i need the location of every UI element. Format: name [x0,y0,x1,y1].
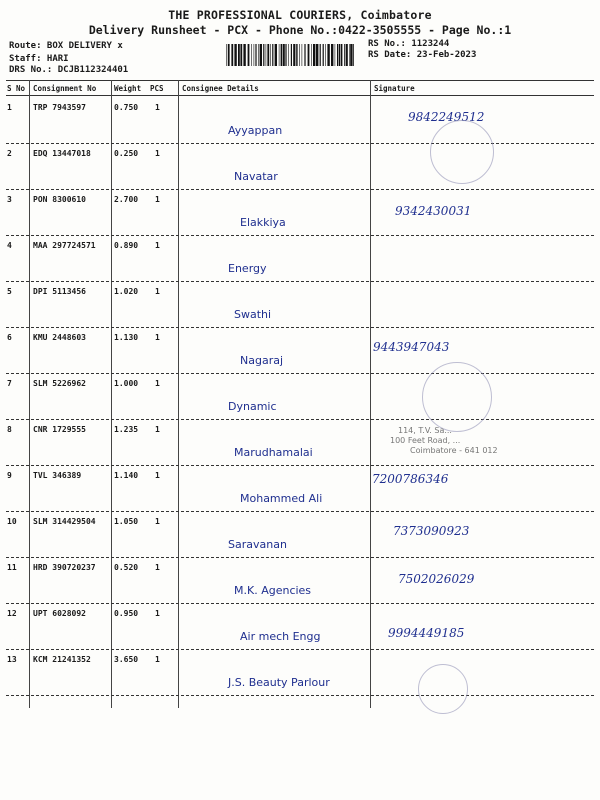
staff-label: Staff: HARI [9,53,69,64]
row-sno: 11 [7,563,17,572]
barcode-bar [243,44,245,66]
barcode-bar [275,44,277,66]
barcode-bar [341,44,343,66]
row-signature: 7373090923 [393,524,470,538]
table-row [6,98,594,144]
barcode-bar [323,44,324,66]
barcode-bar [299,44,300,66]
table-row [6,650,594,696]
row-sno: 9 [7,471,12,480]
row-pcs: 1 [155,333,160,342]
barcode-bar [255,44,256,66]
barcode-bar [234,44,236,66]
row-signature: 9443947043 [373,340,450,354]
barcode-bar [313,44,315,66]
barcode-bar [231,44,233,66]
barcode-image [226,44,354,66]
col-header-sno: S No [7,84,26,93]
col-header-weight: Weight [114,84,142,93]
row-consignee-name: Mohammed Ali [240,492,323,505]
rs-date: RS Date: 23-Feb-2023 [368,50,477,60]
row-pcs: 1 [155,103,160,112]
barcode-bar [327,44,329,66]
barcode-bar [266,44,267,66]
barcode-bar [270,44,271,66]
row-signature: 7502026029 [398,572,475,586]
row-consignment-no: SLM 5226962 [33,379,86,388]
table-row [6,282,594,328]
barcode-bar [293,44,295,66]
row-sno: 3 [7,195,12,204]
barcode-bar [346,44,348,66]
barcode-bar [339,44,340,66]
row-pcs: 1 [155,517,160,526]
barcode-bar [296,44,297,66]
barcode-bar [316,44,318,66]
stamp-line-3: Coimbatore - 641 012 [410,446,498,455]
barcode-bar [251,44,252,66]
row-sno: 13 [7,655,17,664]
barcode-bar [226,44,227,66]
barcode-bar [320,44,321,66]
barcode-bar [260,44,262,66]
table-row [6,466,594,512]
row-sno: 6 [7,333,12,342]
barcode-bar [263,44,264,66]
row-sno: 12 [7,609,17,618]
barcode-bar [281,44,283,66]
barcode-bar [308,44,310,66]
row-consignment-no: PON 8300610 [33,195,86,204]
row-sno: 7 [7,379,12,388]
col-header-consignment: Consignment No [33,84,97,93]
row-pcs: 1 [155,563,160,572]
row-weight: 1.130 [114,333,139,342]
rs-number: RS No.: 1123244 [368,39,450,49]
barcode-bar [304,44,305,66]
row-signature: 9342430031 [395,204,472,218]
row-consignee-name: Navatar [234,170,278,183]
row-pcs: 1 [155,425,160,434]
barcode-bar [337,44,338,66]
row-consignment-no: KMU 2448603 [33,333,86,342]
row-consignment-no: KCM 21241352 [33,655,91,664]
barcode-bar [353,44,354,66]
row-weight: 3.650 [114,655,139,664]
row-consignee-name: Saravanan [228,538,287,551]
barcode-bar [238,44,240,66]
barcode-bar [285,44,286,66]
col-header-signature: Signature [374,84,415,93]
row-weight: 0.750 [114,103,139,112]
barcode-bar [291,44,292,66]
row-pcs: 1 [155,471,160,480]
row-consignee-name: Swathi [234,308,272,321]
table-row [6,190,594,236]
barcode-bar [267,44,269,66]
row-pcs: 1 [155,287,160,296]
row-pcs: 1 [155,609,160,618]
row-consignee-name: M.K. Agencies [234,584,312,597]
barcode-bar [325,44,326,66]
row-consignee-name: Energy [228,262,267,275]
barcode-bar [297,44,298,66]
row-signature: 9842249512 [408,110,485,124]
row-consignment-no: UPT 6028092 [33,609,86,618]
barcode-bar [272,44,273,66]
drs-number: DRS No.: DCJB112324401 [9,65,129,75]
row-pcs: 1 [155,149,160,158]
stamp-line-1: 114, T.V. Sa... [398,426,452,435]
company-title: THE PROFESSIONAL COURIERS, Coimbatore [168,8,432,22]
rs-info [368,39,476,61]
barcode-bar [279,44,280,66]
row-consignment-no: EDQ 13447018 [33,149,91,158]
row-consignee-name: Ayyappan [228,124,283,137]
row-consignee-name: Air mech Engg [240,630,321,643]
barcode-bar [335,44,336,66]
barcode-bar [288,44,289,66]
col-header-consignee: Consignee Details [182,84,259,93]
row-consignee-name: Elakkiya [240,216,286,229]
row-sno: 4 [7,241,12,250]
row-weight: 0.890 [114,241,139,250]
route-block [9,40,123,65]
route-label: Route: BOX DELIVERY x [9,41,123,51]
barcode-bar [254,44,255,66]
barcode-bar [258,44,259,66]
barcode-bar [349,44,350,66]
row-sno: 1 [7,103,12,112]
address-stamp [380,426,498,456]
row-pcs: 1 [155,241,160,250]
row-pcs: 1 [155,195,160,204]
header-top-rule [6,80,594,81]
row-consignment-no: TRP 7943597 [33,103,86,112]
row-consignee-name: J.S. Beauty Parlour [228,676,330,689]
row-weight: 0.520 [114,563,139,572]
stamp-line-2: 100 Feet Road, ... [390,436,461,445]
barcode-bar [305,44,306,66]
barcode-bar [344,44,345,66]
row-sno: 10 [7,517,17,526]
runsheet-title: Delivery Runsheet - PCX - Phone No.:0422-3505555 - Page No.:1 [88,23,512,37]
row-consignment-no: SLM 314429504 [33,517,96,526]
row-weight: 0.950 [114,609,139,618]
row-consignee-name: Nagaraj [240,354,284,367]
row-signature: 9994449185 [388,626,465,640]
barcode-bar [302,44,303,66]
row-weight: 1.140 [114,471,139,480]
barcode-bar [311,44,312,66]
row-weight: 1.020 [114,287,139,296]
barcode-bar [240,44,242,66]
row-consignment-no: CNR 1729555 [33,425,86,434]
round-stamp [422,362,492,432]
header-bottom-rule [6,95,594,96]
row-sno: 2 [7,149,12,158]
barcode-bar [248,44,250,66]
table-row [6,512,594,558]
table-row [6,236,594,282]
row-pcs: 1 [155,379,160,388]
table-row [6,604,594,650]
barcode-bar [283,44,285,66]
row-weight: 1.235 [114,425,139,434]
table-row [6,420,594,466]
round-stamp [430,120,494,184]
table-row [6,558,594,604]
col-header-pcs: PCS [150,84,164,93]
row-consignment-no: DPI 5113456 [33,287,86,296]
row-consignee-name: Dynamic [228,400,277,413]
table-row [6,374,594,420]
row-consignment-no: TVL 346389 [33,471,82,480]
row-separator [6,695,594,696]
row-consignment-no: MAA 297724571 [33,241,96,250]
table-row [6,328,594,374]
table-row [6,144,594,190]
barcode-bar [228,44,230,66]
row-pcs: 1 [155,655,160,664]
row-sno: 5 [7,287,12,296]
row-weight: 1.050 [114,517,139,526]
barcode-bar [331,44,333,66]
row-consignment-no: HRD 390720237 [33,563,96,572]
row-weight: 0.250 [114,149,139,158]
row-sno: 8 [7,425,12,434]
row-weight: 2.700 [114,195,139,204]
row-consignee-name: Marudhamalai [234,446,313,459]
row-weight: 1.000 [114,379,139,388]
round-stamp [418,664,468,714]
row-signature: 7200786346 [372,472,449,486]
barcode-bar [350,44,352,66]
